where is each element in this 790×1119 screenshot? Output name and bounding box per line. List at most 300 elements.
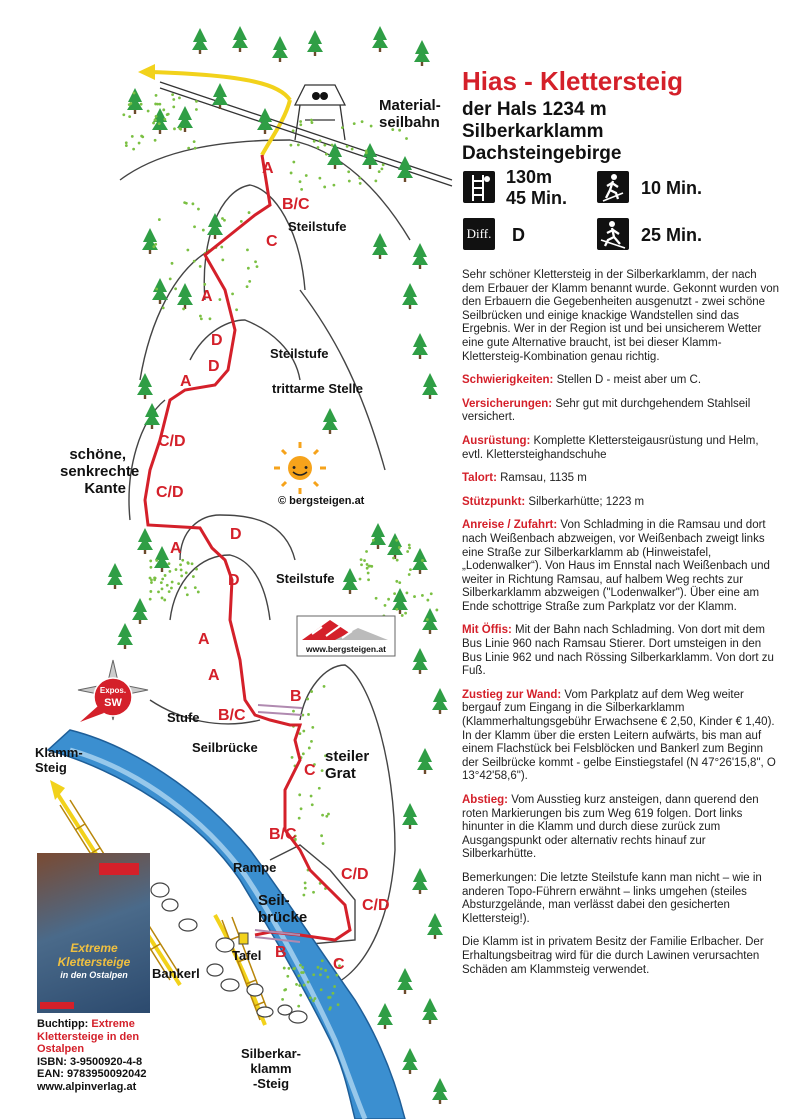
grass-dot: [180, 574, 183, 577]
grass-dot: [332, 992, 335, 995]
label-silberkarklamm-steig: Silberkar- klamm -Steig: [241, 1046, 301, 1091]
grass-dot: [297, 1005, 300, 1008]
stat-duration: 45 Min.: [506, 188, 568, 208]
grass-dot: [298, 817, 301, 820]
grass-dot: [174, 287, 177, 290]
book-cover[interactable]: [37, 853, 150, 1013]
grass-dot: [160, 581, 163, 584]
grass-dot: [311, 121, 314, 124]
grass-dot: [256, 265, 259, 268]
grass-dot: [297, 143, 300, 146]
tree-trunk: [399, 610, 401, 614]
grass-dot: [173, 127, 176, 130]
grass-dot: [154, 118, 157, 121]
tree: [417, 748, 433, 770]
grass-dot: [178, 127, 181, 130]
grass-dot: [347, 170, 350, 173]
tree-trunk: [159, 130, 161, 134]
tree-trunk: [279, 58, 281, 62]
grade-label: C/D: [158, 433, 186, 450]
grass-dot: [375, 597, 378, 600]
tree-trunk: [144, 395, 146, 399]
grass-dot: [408, 573, 411, 576]
tree: [387, 533, 403, 555]
tree-trunk: [404, 178, 406, 182]
grass-dot: [304, 887, 307, 890]
grass-dot: [360, 563, 363, 566]
tree-trunk: [151, 425, 153, 429]
tree: [402, 283, 418, 305]
grass-dot: [186, 593, 189, 596]
tree: [427, 913, 443, 935]
grass-dot: [150, 578, 153, 581]
grass-dot: [299, 964, 302, 967]
grass-dot: [298, 984, 301, 987]
grass-dot: [426, 618, 429, 621]
grass-dot: [310, 795, 313, 798]
grass-dot: [125, 141, 128, 144]
grass-dot: [164, 574, 167, 577]
grass-dot: [171, 581, 174, 584]
tree-trunk: [379, 255, 381, 259]
grass-dot: [171, 93, 174, 96]
grass-dot: [299, 123, 302, 126]
grass-dot: [359, 578, 362, 581]
tree-trunk: [334, 165, 336, 169]
label-bankerl: Bankerl: [152, 966, 200, 981]
grade-label: C/D: [156, 484, 184, 501]
grass-dot: [179, 563, 182, 566]
grass-dot: [323, 144, 326, 147]
label-seilbruecke-1: Seilbrücke: [192, 740, 258, 755]
grass-dot: [155, 115, 158, 118]
tree-trunk: [239, 48, 241, 52]
grass-dot: [295, 983, 298, 986]
grass-dot: [177, 582, 180, 585]
subtitle-dachsteingebirge: Dachsteingebirge: [462, 143, 622, 164]
grass-dot: [321, 959, 324, 962]
grass-dot: [396, 559, 399, 562]
grade-label: A: [262, 160, 274, 177]
tree: [422, 373, 438, 395]
grass-dot: [172, 98, 175, 101]
grass-dot: [161, 597, 164, 600]
grass-dot: [200, 317, 203, 320]
grass-dot: [248, 280, 251, 283]
grass-dot: [246, 248, 249, 251]
book-cover-title-1: Extreme: [70, 941, 118, 955]
label-trittarme-stelle: trittarme Stelle: [272, 381, 364, 396]
grass-dot: [318, 177, 321, 180]
section-abstieg: Abstieg: Vom Ausstieg kurz ansteigen, dann querend den roten Markierungen bis zum Weg 619 folgen. Dort links hinunter in die Klamm und durch diese zurück zum Ausgangspunkt oder alternativ rechts hinauf zur Silberkarhütte.: [462, 794, 759, 861]
grade-label: B: [275, 944, 287, 961]
grass-dot: [309, 997, 312, 1000]
tree-trunk: [199, 50, 201, 54]
grass-dot: [312, 973, 315, 976]
grass-dot: [186, 249, 189, 252]
tree-trunk: [377, 545, 379, 549]
grade-label: B/C: [269, 826, 297, 843]
tree-trunk: [161, 568, 163, 572]
grass-dot: [290, 144, 293, 147]
grass-dot: [149, 560, 152, 563]
tree-trunk: [149, 250, 151, 254]
tree: [177, 283, 193, 305]
grass-dot: [283, 967, 286, 970]
grade-label: C: [333, 956, 345, 973]
grass-dot: [153, 578, 156, 581]
tree-trunk: [384, 1025, 386, 1029]
compass-label-2: SW: [104, 697, 122, 709]
label-tafel: Tafel: [232, 948, 262, 963]
grass-dot: [413, 595, 416, 598]
grass-dot: [409, 568, 412, 571]
grass-dot: [157, 590, 160, 593]
tree: [397, 968, 413, 990]
subtitle-silberkarklamm: Silberkarklamm: [462, 121, 604, 142]
tree: [412, 333, 428, 355]
label-kante: schöne, senkrechte Kante: [60, 446, 140, 497]
tree-trunk: [419, 670, 421, 674]
tree-trunk: [429, 1020, 431, 1024]
grass-dot: [283, 989, 286, 992]
tree-trunk: [124, 645, 126, 649]
grass-dot: [306, 698, 309, 701]
tree-trunk: [379, 48, 381, 52]
book-cover-title-2: Klettersteige: [57, 955, 131, 969]
grass-dot: [149, 590, 152, 593]
tree: [132, 598, 148, 620]
grass-dot: [324, 969, 327, 972]
section-ausruestung: Ausrüstung: Komplette Klettersteigausrüstung und Helm, evtl. Klettersteighandschuhe: [462, 434, 759, 461]
book-url[interactable]: www.alpinverlag.at: [37, 1080, 137, 1093]
grass-dot: [313, 140, 316, 143]
grass-dot: [125, 144, 128, 147]
grass-dot: [395, 608, 398, 611]
grass-dot: [286, 975, 289, 978]
grass-dot: [192, 202, 195, 205]
grass-dot: [293, 967, 296, 970]
grass-dot: [167, 113, 170, 116]
section-bemerkungen: Bemerkungen: Die letzte Steilstufe kann man nicht – wie in anderen Topo-Führern erwähnt – links umgehen (steiles Absturzgelände, man verlässt dabei den gesicherten Klettersteig!).: [462, 871, 762, 925]
grade-label: A: [201, 288, 213, 305]
grass-dot: [365, 151, 368, 154]
book-tip: Buchtipp: Extreme Klettersteige in den Ostalpen ISBN: 3-9500920-4-8 EAN: 9783950092042 www.alpinverlag.at: [37, 1018, 147, 1093]
grass-dot: [158, 218, 161, 221]
grass-dot: [393, 592, 396, 595]
grass-dot: [333, 985, 336, 988]
label-steilstufe-1: Steilstufe: [288, 219, 347, 234]
tree-trunk: [214, 235, 216, 239]
tree-trunk: [404, 990, 406, 994]
sun-icon: [274, 442, 326, 494]
grass-dot: [140, 135, 143, 138]
grass-dot: [430, 592, 433, 595]
grass-dot: [154, 139, 157, 142]
grass-dot: [435, 609, 438, 612]
grass-dot: [162, 108, 165, 111]
tree-trunk: [419, 355, 421, 359]
grass-dot: [218, 298, 221, 301]
tree-trunk: [419, 890, 421, 894]
grass-dot: [384, 604, 387, 607]
grass-dot: [319, 139, 322, 142]
grass-dot: [185, 202, 188, 205]
grass-dot: [299, 180, 302, 183]
grade-label: D: [228, 572, 240, 589]
grass-dot: [240, 220, 243, 223]
grass-dot: [311, 803, 314, 806]
grass-dot: [194, 586, 197, 589]
grade-label: C: [266, 233, 278, 250]
grass-dot: [337, 1003, 340, 1006]
grass-dot: [247, 267, 250, 270]
grass-dot: [140, 103, 143, 106]
tree: [107, 563, 123, 585]
grass-dot: [149, 598, 152, 601]
grass-dot: [353, 122, 356, 125]
tree-trunk: [429, 630, 431, 634]
copyright-label: © bergsteigen.at: [278, 495, 365, 507]
grass-dot: [181, 559, 184, 562]
grass-dot: [299, 120, 302, 123]
grass-dot: [168, 590, 171, 593]
grass-dot: [193, 260, 196, 263]
grass-dot: [304, 882, 307, 885]
grass-dot: [321, 769, 324, 772]
tree: [137, 528, 153, 550]
grass-dot: [401, 614, 404, 617]
grade-label: B: [290, 688, 302, 705]
grass-dot: [307, 981, 310, 984]
grass-dot: [319, 973, 322, 976]
tree-trunk: [409, 1070, 411, 1074]
stat-descent: 25 Min.: [641, 225, 703, 245]
grass-dot: [341, 126, 344, 129]
grass-dot: [292, 161, 295, 164]
tree: [342, 568, 358, 590]
grade-label: B/C: [282, 196, 310, 213]
grass-dot: [301, 966, 304, 969]
grade-label: D: [211, 332, 223, 349]
grass-dot: [150, 581, 153, 584]
grass-dot: [175, 568, 178, 571]
compass-label-1: Expos.: [99, 686, 127, 695]
grass-dot: [131, 135, 134, 138]
grass-dot: [308, 747, 311, 750]
grass-dot: [292, 129, 295, 132]
grass-dot: [378, 170, 381, 173]
grass-dot: [311, 726, 314, 729]
difficulty-icon: Diff.: [463, 218, 495, 250]
grass-dot: [203, 283, 206, 286]
ladder-climb-icon: [463, 171, 495, 203]
grass-dot: [184, 586, 187, 589]
tree-trunk: [409, 305, 411, 309]
tree-trunk: [264, 130, 266, 134]
grass-dot: [307, 713, 310, 716]
grass-dot: [381, 167, 384, 170]
tree-trunk: [424, 770, 426, 774]
grass-dot: [346, 145, 349, 148]
grass-dot: [310, 740, 313, 743]
grass-dot: [327, 813, 330, 816]
grass-dot: [333, 184, 336, 187]
grass-dot: [303, 984, 306, 987]
grass-dot: [398, 581, 401, 584]
section-zustieg: Zustieg zur Wand: Vom Parkplatz auf dem Weg weiter bergauf zum Eingang in die Silberkarklamm (Klammerhaltungsgebühr Erwachsene € 2,50, Kinder € 1,40). In der Klamm über die ersten Leitern aufwärts, bis man auf einem Flachstück bei Felsblöcken und Bankerl zum Beginn der Seilbrücke kommt - gelbe Einstiegstafel (N 47°26'15,8", O 13°42'58,6").: [462, 688, 776, 783]
klammsteig-arrow: [50, 780, 65, 800]
grass-dot: [300, 188, 303, 191]
grass-dot: [395, 580, 398, 583]
grass-dot: [192, 575, 195, 578]
cableway-cabin: [312, 92, 320, 100]
grade-label: B/C: [218, 707, 246, 724]
grass-dot: [361, 120, 364, 123]
label-materialseilbahn: Material- seilbahn: [379, 97, 441, 131]
grass-dot: [320, 834, 323, 837]
tree: [152, 278, 168, 300]
tree: [412, 868, 428, 890]
grass-dot: [161, 578, 164, 581]
tree-trunk: [219, 105, 221, 109]
tree-trunk: [114, 585, 116, 589]
grass-dot: [187, 147, 190, 150]
tree: [372, 233, 388, 255]
grass-dot: [398, 546, 401, 549]
grass-dot: [178, 97, 181, 100]
grass-dot: [150, 566, 153, 569]
left-face: [129, 400, 165, 520]
tree: [372, 26, 388, 48]
label-seilbruecke-2: Seil- brücke: [258, 892, 308, 926]
grass-dot: [193, 140, 196, 143]
grass-dot: [322, 842, 325, 845]
grass-dot: [128, 115, 131, 118]
grass-dot: [199, 265, 202, 268]
grass-dot: [406, 591, 409, 594]
grass-dot: [370, 125, 373, 128]
grass-dot: [368, 565, 371, 568]
grass-dot: [194, 147, 197, 150]
tree: [137, 373, 153, 395]
grade-label: A: [170, 540, 182, 557]
grass-dot: [323, 685, 326, 688]
grass-dot: [310, 119, 313, 122]
book-cover-title-3: in den Ostalpen: [60, 970, 128, 980]
grass-dot: [197, 591, 200, 594]
tree: [414, 40, 430, 62]
hiker-approach-icon: [597, 171, 629, 203]
label-steilstufe-3: Steilstufe: [276, 571, 335, 586]
hiker-descent-icon: [597, 218, 629, 250]
grass-dot: [154, 243, 157, 246]
label-steiler-grat: steiler Grat: [325, 748, 370, 782]
tree: [432, 1078, 448, 1100]
section-anreise: Anreise / Zufahrt: Von Schladming in die Ramsau und dort nach Weißenbach abzweigen, vor Weißenbach zweigt links eine Straße zur Silberkarklamm ab (Hinweistafel, „Lodenwalker“). Von Haus im Ennstal nach Weißenbach und weiter in Richtung Ramsau, auf halbem Weg rechts zur Silberkarklamm abzweigen ("Lodenwalker"). Über eine am Ende schottrige Straße zum Parkplatz vor der Klamm.: [462, 519, 770, 613]
grass-dot: [169, 278, 172, 281]
grass-dot: [195, 568, 198, 571]
tree: [307, 30, 323, 52]
grass-dot: [223, 219, 226, 222]
grass-dot: [351, 148, 354, 151]
tree-trunk: [409, 825, 411, 829]
grade-label: D: [208, 358, 220, 375]
grass-dot: [325, 153, 328, 156]
grass-dot: [129, 102, 132, 105]
tree: [177, 106, 193, 128]
tree: [154, 546, 170, 568]
tree-trunk: [421, 62, 423, 66]
tree: [322, 408, 338, 430]
stat-difficulty: D: [512, 225, 525, 245]
tree: [412, 548, 428, 570]
grass-dot: [298, 974, 301, 977]
grass-dot: [191, 562, 194, 565]
grass-dot: [404, 612, 407, 615]
tree-trunk: [419, 570, 421, 574]
grass-dot: [254, 260, 257, 263]
tree-trunk: [134, 110, 136, 114]
grass-dot: [231, 292, 234, 295]
grass-dot: [220, 246, 223, 249]
grade-label: A: [180, 373, 192, 390]
grass-dot: [320, 988, 323, 991]
grass-dot: [372, 539, 375, 542]
grass-dot: [185, 571, 188, 574]
tree: [392, 588, 408, 610]
grass-dot: [387, 598, 390, 601]
grass-dot: [310, 690, 313, 693]
label-stufe: Stufe: [167, 710, 200, 725]
grass-dot: [326, 976, 329, 979]
grass-dot: [302, 752, 305, 755]
tree-trunk: [429, 395, 431, 399]
tree: [127, 88, 143, 110]
tree: [232, 26, 248, 48]
grass-dot: [161, 587, 164, 590]
grass-dot: [147, 110, 150, 113]
grass-dot: [155, 94, 158, 97]
grass-dot: [363, 559, 366, 562]
grass-dot: [180, 569, 183, 572]
book-isbn: ISBN: 3-9500920-4-8: [37, 1055, 143, 1068]
tree: [397, 156, 413, 178]
grass-dot: [395, 539, 398, 542]
grass-dot: [331, 144, 334, 147]
grade-label: C/D: [362, 897, 390, 914]
grass-dot: [321, 814, 324, 817]
tree-trunk: [434, 935, 436, 939]
grass-dot: [199, 315, 202, 318]
stat-approach: 10 Min.: [641, 178, 703, 198]
grass-dot: [163, 599, 166, 602]
tree-trunk: [439, 1100, 441, 1104]
grass-dot: [359, 182, 362, 185]
grass-dot: [323, 186, 326, 189]
grass-dot: [408, 547, 411, 550]
book-publisher-mark: [40, 1002, 74, 1009]
upper-tower-right: [300, 290, 385, 470]
tree: [207, 213, 223, 235]
tree: [412, 648, 428, 670]
grass-dot: [209, 317, 212, 320]
description: [462, 269, 782, 977]
grass-dot: [122, 113, 125, 116]
section-schwierigkeiten: Schwierigkeiten: Stellen D - meist aber um C.: [462, 374, 702, 387]
grass-dot: [336, 974, 339, 977]
grass-dot: [187, 562, 190, 565]
